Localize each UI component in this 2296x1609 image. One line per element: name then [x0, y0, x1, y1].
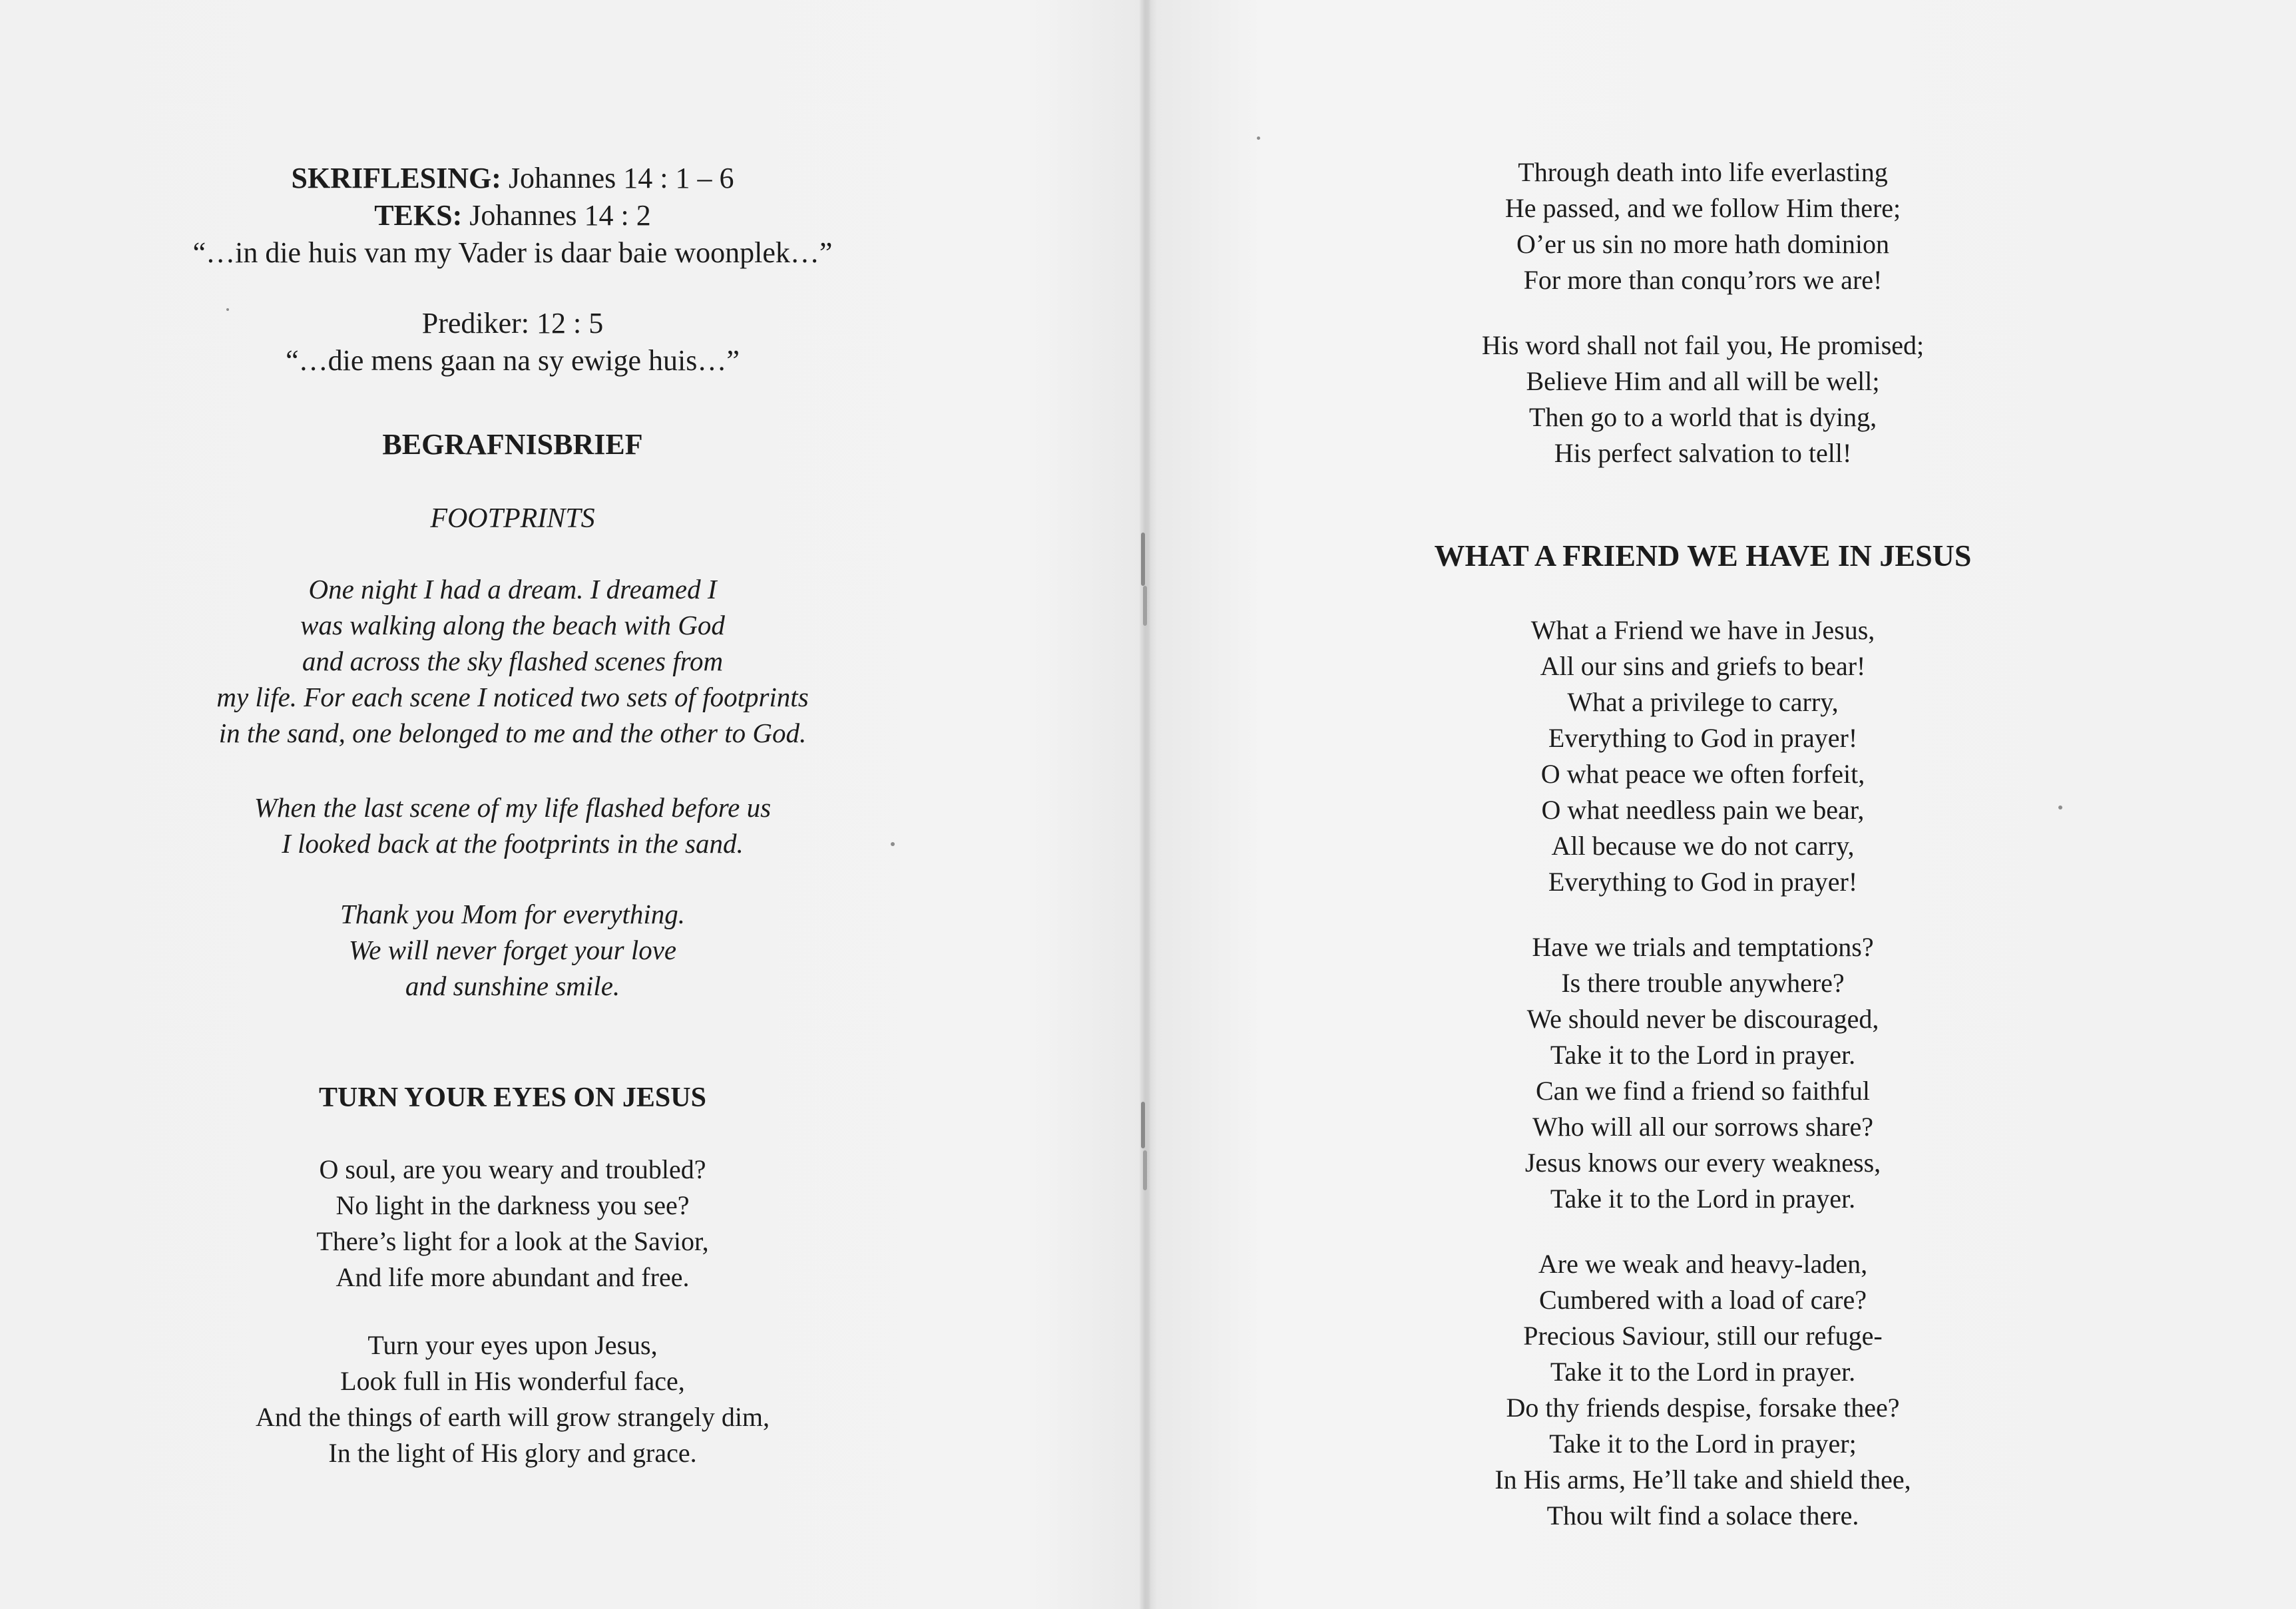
footprints-stanza-3 [120, 896, 905, 1004]
hymn-line: O what needless pain we bear, [1541, 795, 1865, 825]
footprints-line: my life. For each scene I noticed two sets of footprints [216, 682, 809, 712]
paper-speck [891, 842, 895, 846]
continued-stanza-1 [1337, 154, 2069, 298]
continued-stanza-2 [1337, 328, 2069, 471]
footprints-line: Thank you Mom for everything. [340, 899, 686, 929]
hymn-line: Is there trouble anywhere? [1561, 968, 1845, 998]
hymn-line: His perfect salvation to tell! [1554, 438, 1852, 468]
hymn-line: Everything to God in prayer! [1548, 723, 1858, 753]
hymn-line: And life more abundant and free. [336, 1262, 690, 1292]
footprints-line: When the last scene of my life flashed before us [254, 792, 772, 823]
what-a-friend-stanza-1 [1337, 612, 2069, 900]
footprints-line: One night I had a dream. I dreamed I [308, 574, 717, 604]
footprints-line: I looked back at the footprints in the sand. [282, 828, 744, 859]
what-a-friend-stanza-2 [1337, 929, 2069, 1217]
hymn-line: O what peace we often forfeit, [1540, 759, 1865, 789]
hymn-line: All our sins and griefs to bear! [1540, 651, 1866, 681]
paper-speck [2058, 805, 2062, 809]
staple-bottom [1141, 1102, 1145, 1148]
hymn-line: Precious Saviour, still our refuge- [1523, 1321, 1883, 1351]
hymn-line: In the light of His glory and grace. [328, 1438, 697, 1468]
teks-label: TEKS: [374, 199, 463, 232]
hymn-line: No light in the darkness you see? [336, 1190, 690, 1220]
footprints-line: and across the sky flashed scenes from [302, 646, 724, 676]
staple-bottom-tail [1143, 1150, 1147, 1190]
turn-your-eyes-heading: TURN YOUR EYES ON JESUS [319, 1082, 706, 1113]
hymn-line: Cumbered with a load of care? [1538, 1285, 1867, 1315]
prediker-reference: Prediker: 12 : 5 [421, 307, 604, 340]
hymn-line: Take it to the Lord in prayer. [1550, 1184, 1856, 1214]
footprints-line: and sunshine smile. [405, 971, 620, 1001]
hymn-line: There’s light for a look at the Savior, [316, 1226, 709, 1256]
hymn-line: O soul, are you weary and troubled? [319, 1154, 706, 1184]
hymn-line: Take it to the Lord in prayer. [1550, 1040, 1856, 1070]
hymn-line: In His arms, He’ll take and shield thee, [1494, 1465, 1911, 1494]
hymn-line: What a Friend we have in Jesus, [1530, 615, 1875, 645]
left-page [0, 0, 1140, 1609]
hymn-line: What a privilege to carry, [1567, 687, 1839, 717]
hymn-line: Do thy friends despise, forsake thee? [1506, 1393, 1900, 1423]
begrafnisbrief-heading: BEGRAFNISBRIEF [382, 428, 643, 461]
teks-reference: Johannes 14 : 2 [469, 199, 651, 232]
skriflesing-reference: Johannes 14 : 1 – 6 [508, 162, 734, 194]
footprints-line: in the sand, one belonged to me and the other to God. [218, 718, 807, 748]
right-page [1150, 0, 2296, 1609]
hymn-line: O’er us sin no more hath dominion [1516, 229, 1889, 259]
hymn-line: Through death into life everlasting [1518, 157, 1888, 187]
footprints-stanza-2 [120, 790, 905, 861]
hymn-line: We should never be discouraged, [1526, 1004, 1879, 1034]
prediker-quote: “…die mens gaan na sy ewige huis…” [286, 344, 740, 377]
hymn-line: Take it to the Lord in prayer. [1550, 1357, 1856, 1387]
paper-speck [226, 308, 229, 311]
footprints-line: was walking along the beach with God [300, 610, 725, 640]
scripture-reading-block [120, 160, 905, 379]
hymn-line: Then go to a world that is dying, [1528, 402, 1877, 432]
skriflesing-label: SKRIFLESING: [291, 162, 501, 194]
booklet-spine [1140, 0, 1150, 1609]
footprints-line: We will never forget your love [348, 935, 677, 965]
turn-your-eyes-stanza-2 [120, 1327, 905, 1471]
what-a-friend-stanza-3 [1337, 1246, 2069, 1534]
hymn-line: Believe Him and all will be well; [1526, 366, 1880, 396]
teks-quote: “…in die huis van my Vader is daar baie woonplek…” [192, 236, 833, 269]
what-a-friend-heading: WHAT A FRIEND WE HAVE IN JESUS [1434, 539, 1972, 573]
skriflesing-line [120, 160, 905, 197]
footprints-title: FOOTPRINTS [430, 503, 595, 534]
teks-line [120, 197, 905, 234]
staple-top [1141, 533, 1145, 586]
hymn-line: Who will all our sorrows share? [1532, 1112, 1874, 1142]
hymn-line: And the things of earth will grow strangely dim, [255, 1402, 770, 1432]
hymn-line: Thou wilt find a solace there. [1546, 1500, 1859, 1530]
hymn-line: Can we find a friend so faithful [1535, 1076, 1871, 1106]
footprints-stanza-1 [120, 571, 905, 751]
hymn-line: He passed, and we follow Him there; [1504, 193, 1901, 223]
hymn-line: His word shall not fail you, He promised; [1481, 330, 1925, 360]
hymn-line: Have we trials and temptations? [1532, 932, 1874, 962]
hymn-line: Everything to God in prayer! [1548, 867, 1858, 897]
hymn-line: Are we weak and heavy-laden, [1538, 1249, 1868, 1279]
hymn-line: Turn your eyes upon Jesus, [367, 1330, 658, 1360]
staple-top-tail [1143, 586, 1147, 626]
paper-speck [1257, 136, 1260, 140]
hymn-line: Take it to the Lord in prayer; [1549, 1429, 1857, 1459]
hymn-line: For more than conqu’rors we are! [1523, 265, 1883, 295]
hymn-line: All because we do not carry, [1551, 831, 1855, 861]
turn-your-eyes-stanza-1 [120, 1152, 905, 1295]
hymn-line: Jesus knows our every weakness, [1524, 1148, 1881, 1178]
hymn-line: Look full in His wonderful face, [340, 1366, 685, 1396]
